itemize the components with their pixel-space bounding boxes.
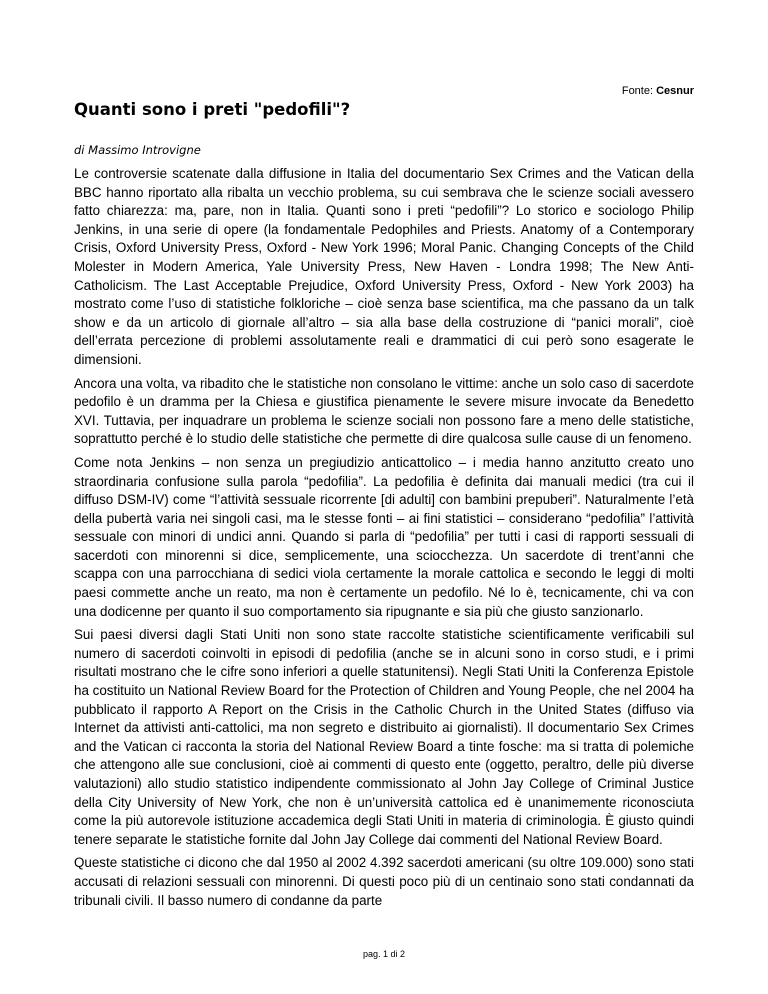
- source-name: Cesnur: [656, 85, 694, 97]
- source-credit: [622, 84, 694, 98]
- page-number: pag. 1 di 2: [362, 949, 406, 959]
- article-author: di Massimo Introvigne: [74, 143, 201, 157]
- paragraph: Queste statistiche ci dicono che dal 1950 al 2002 4.392 sacerdoti americani (su oltre 109.000) sono stati accusati di relazioni sessuali con minorenni. Di questi poco più di un centinaio sono stati condannati da tribunali civili. Il basso numero di condanne da parte: [74, 855, 694, 908]
- article-title: Quanti sono i preti "pedofili"?: [74, 100, 351, 119]
- paragraph: Le controversie scatenate dalla diffusione in Italia del documentario Sex Crimes and the Vatican della BBC hanno riportato alla ribalta un vecchio problema, su cui sembrava che le scienze sociali avessero fatto chiarezza: ma, pare, non in Italia. Quanti sono i preti “pedofili”? Lo storico e sociologo Philip Jenkins, in una serie di opere (la fondamentale Pedophiles and Priests. Anatomy of a Contemporary Crisis, Oxford University Press, Oxford - New York 1996; Moral Panic. Changing Concepts of the Child Molester in Modern America, Yale University Press, New Haven - Londra 1998; The New Anti-Catholicism. The Last Acceptable Prejudice, Oxford University Press, Oxford - New York 2003) ha mostrato come l’uso di statistiche folkloriche – cioè senza base scientifica, ma che passano da un talk show e da un articolo di giornale all’altro – sia alla base della costruzione di “panici morali”, cioè dell’errata percezione di problemi assolutamente reali e drammatici di cui però sono esagerate le dimensioni.: [74, 166, 694, 367]
- source-label: Fonte:: [621, 85, 654, 97]
- article-body: [74, 165, 694, 915]
- paragraph: Come nota Jenkins – non senza un pregiudizio anticattolico – i media hanno anzitutto creato uno straordinaria confusione sulla parola “pedofilia”. La pedofilia è definita dai manuali medici (tra cui il diffuso DSM-IV) come “l’attività sessuale ricorrente [di adulti] con bambini prepuberi”. Naturalmente l’età della pubertà varia nei singoli casi, ma le stesse fonti – ai fini statistici – considerano “pedofilia” l’attività sessuale con minori di undici anni. Quando si parla di “pedofilia” per tutti i casi di rapporti sessuali di sacerdoti con minorenni si dice, semplicemente, una sciocchezza. Un sacerdote di trent’anni che scappa con una parrocchiana di sedici viola certamente la morale cattolica e secondo le leggi di molti paesi commette anche un reato, ma non è certamente un pedofilo. Né lo è, tecnicamente, chi va con una dodicenne per quanto il suo comportamento sia ripugnante e sia più che giusto sanzionarlo.: [74, 454, 694, 619]
- paragraph: Sui paesi diversi dagli Stati Uniti non sono state raccolte statistiche scientificamente verificabili sul numero di sacerdoti coinvolti in episodi di pedofilia (anche se in alcuni sono in corso studi, e i primi risultati mostrano che le cifre sono inferiori a quelle statunitensi). Negli Stati Uniti la Conferenza Epistole ha costituito un National Review Board for the Protection of Children and Young People, che nel 2004 ha pubblicato il rapporto A Report on the Crisis in the Catholic Church in the United States (diffuso via Internet da attivisti anti-cattolici, ma non segreto e distribuito ai giornalisti). Il documentario Sex Crimes and the Vatican ci racconta la storia del National Review Board a tinte fosche: ma si tratta di polemiche che attengono alle sue conclusioni, cioè ai commenti di questo ente (oggetto, peraltro, delle più diverse valutazioni) allo studio statistico indipendente commissionato al John Jay College of Criminal Justice della City University of New York, che non è un’università cattolica ed è unanimemente riconosciuta come la più autorevole istituzione accademica degli Stati Uniti in materia di criminologia. È giusto quindi tenere separate le statistiche fornite dal John Jay College dai commenti del National Review Board.: [74, 627, 694, 847]
- paragraph: Ancora una volta, va ribadito che le statistiche non consolano le vittime: anche un solo caso di sacerdote pedofilo è un dramma per la Chiesa e giustifica pienamente le severe misure invocate da Benedetto XVI. Tuttavia, per inquadrare un problema le scienze sociali non possono fare a meno delle statistiche, soprattutto perché è lo studio delle statistiche che permette di dire qualcosa sulle cause di un fenomeno.: [74, 375, 694, 447]
